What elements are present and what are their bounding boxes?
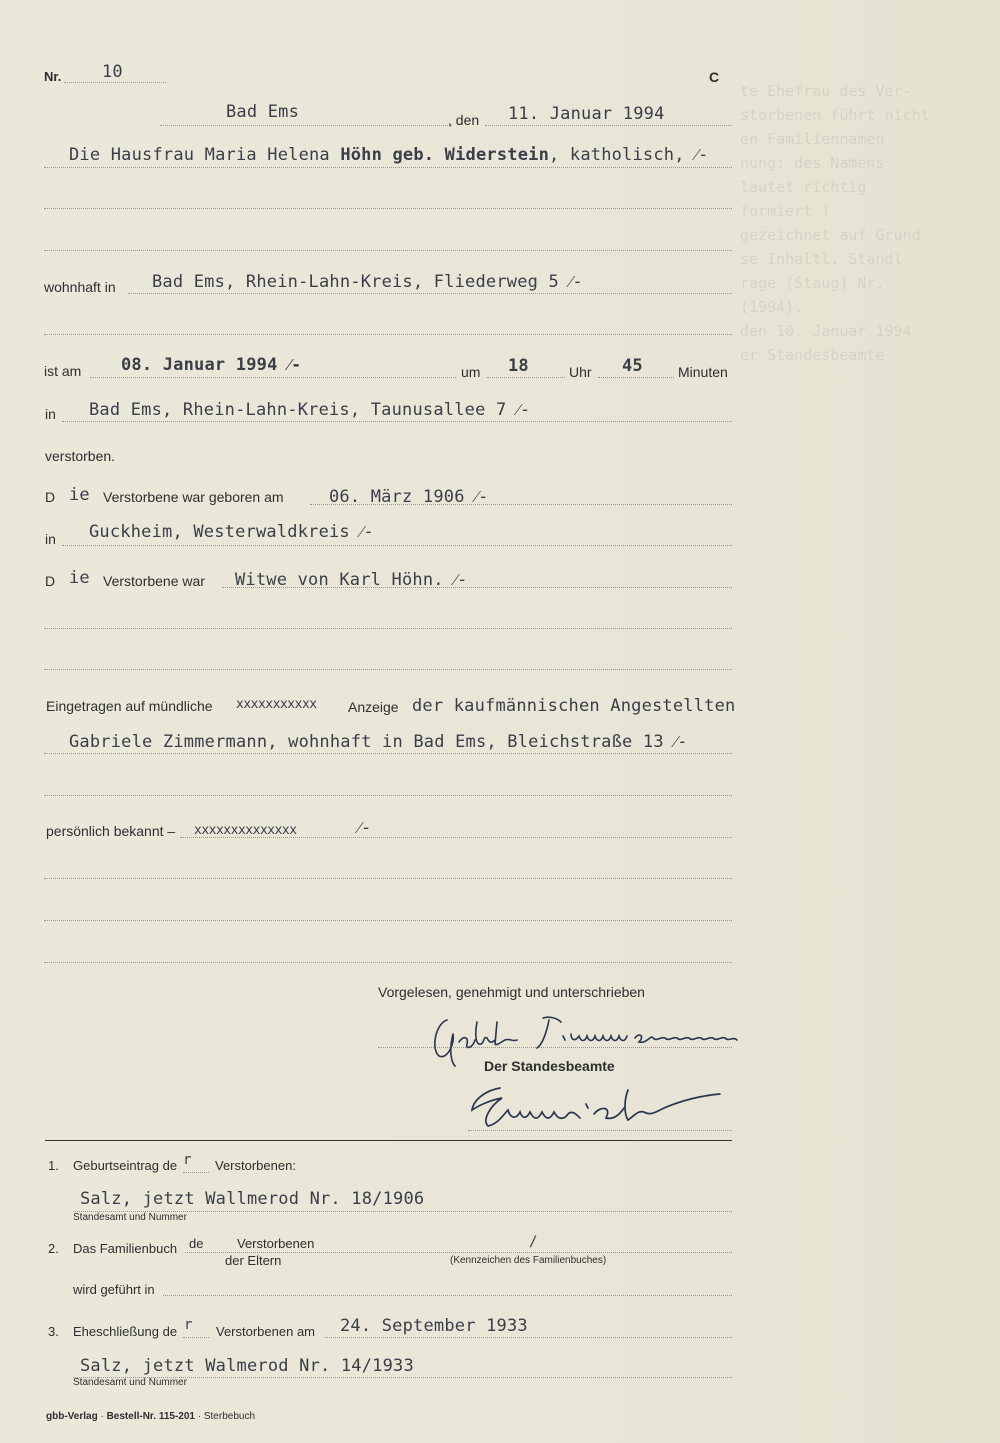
bleed-through-text: den 10. Januar 1994 [740,322,912,340]
field-line [487,377,565,378]
bleed-through-text: storbenen führt nicht [740,106,930,124]
residence-label: wohnhaft in [44,279,116,295]
deceased-surname: Höhn geb. Widerstein [340,145,550,165]
minuten-label: Minuten [678,364,728,380]
note-2-slash: / [529,1234,538,1250]
bleed-through-text: gezeichnet auf Grund [740,226,921,244]
death-hour: 18 [508,356,529,376]
birth-date: 06. März 1906 ⁄- [329,487,489,507]
known-suffix: ⁄- [358,818,372,838]
note-3-sup: r [184,1317,193,1333]
registrar-label: Der Standesbeamte [484,1058,615,1074]
registration-label: Eingetragen auf mündliche [46,698,213,714]
note-2-caption: (Kennzeichen des Familienbuches) [450,1255,607,1266]
field-line [183,1172,209,1173]
field-line [44,669,732,670]
field-line [44,753,732,754]
note-3-label-b: Verstorbenen am [216,1324,316,1339]
born-label: Verstorbene war geboren am [103,489,284,505]
field-line [62,545,732,546]
field-line [64,82,166,83]
field-line [62,421,732,422]
deceased-name-prefix: Die Hausfrau Maria Helena [69,145,341,165]
field-line [44,334,732,335]
birth-place: Guckheim, Westerwaldkreis ⁄- [89,522,374,542]
field-line [310,504,732,505]
note-3-label: Eheschließung de [73,1324,178,1339]
field-line [183,1337,209,1338]
death-date-label: ist am [44,363,82,379]
struck-out-text: xxxxxxxxxxx [236,697,317,712]
field-line [44,920,732,921]
um-label: um [461,364,481,380]
gender-suffix-status: ie [69,568,90,588]
field-line [160,125,452,126]
in-label-birth: in [45,531,56,547]
known-struck-text: xxxxxxxxxxxxxx [194,823,297,838]
bleed-through-text: nung: des Namens [740,154,885,172]
note-2-label: Das Familienbuch [73,1241,178,1256]
residence-value: Bad Ems, Rhein-Lahn-Kreis, Fliederweg 5 ⁄- [152,272,583,292]
note-3-number: 3. [48,1324,59,1339]
signature-line [468,1130,732,1131]
field-line [485,125,731,126]
informant-line-2: Gabriele Zimmermann, wohnhaft in Bad Ems, Bleichstraße 13 ⁄- [69,732,688,752]
field-line [598,377,674,378]
bleed-through-text: er Standesbeamte [740,346,885,364]
field-line [44,628,732,629]
field-line [44,878,732,879]
bleed-through-text: formiert ! [740,202,831,220]
deceased-name-line [69,145,709,165]
note-2-fuehrt-label: wird geführt in [73,1282,155,1297]
den-label: , den [448,112,480,128]
publisher: gbb-Verlag [46,1411,98,1422]
bleed-through-text: te Ehefrau des Ver- [740,82,912,100]
field-line [163,1295,732,1296]
marital-status: Witwe von Karl Höhn. ⁄- [235,570,468,590]
uhr-label: Uhr [569,364,592,380]
death-date: 08. Januar 1994 ⁄- [121,355,302,375]
order-number: Bestell-Nr. 115-201 [106,1411,195,1422]
note-1-label: Geburtseintrag de [73,1158,178,1173]
marriage-register-entry: Salz, jetzt Walmerod Nr. 14/1933 [80,1356,414,1376]
note-1-caption: Standesamt und Nummer [73,1212,187,1223]
place-of-registration: Bad Ems [226,102,300,122]
birth-register-entry: Salz, jetzt Wallmerod Nr. 18/1906 [80,1189,425,1209]
section-divider [45,1140,732,1141]
bleed-through-text: lautet richtig [740,178,867,196]
nr-label: Nr. [44,69,62,84]
entry-number: 10 [102,62,123,82]
death-minutes: 45 [622,356,643,376]
registrar-signature [468,1080,728,1132]
status-label: Verstorbene war [103,573,205,589]
verstorben-label: verstorben. [45,448,116,464]
bleed-through-text: en Familiennamen [740,130,885,148]
note-1-number: 1. [48,1158,59,1173]
field-line [44,208,732,209]
informant-line-1: der kaufmännischen Angestellten [412,696,736,716]
field-line [90,377,456,378]
d-label: D [45,489,56,505]
field-line [44,250,732,251]
d-label-status: D [45,573,56,589]
note-2-number: 2. [48,1241,59,1256]
note-2-de: de [189,1236,204,1251]
note-2-eltern: der Eltern [225,1253,282,1268]
field-line [128,293,732,294]
bleed-through-text: se Inhaltl. Standl [740,250,903,268]
field-line [44,167,732,168]
death-place: Bad Ems, Rhein-Lahn-Kreis, Taunusallee 7 ⁄- [89,400,531,420]
form-name: Sterbebuch [203,1411,256,1422]
bleed-through-text: rage (Staug) Nr. [740,274,885,292]
field-line [44,795,732,796]
note-2-verstorbenen: Verstorbenen [237,1236,315,1251]
note-1-sup: r [183,1152,192,1168]
field-line [325,1337,732,1338]
deceased-name-suffix: , katholisch, ⁄- [549,145,709,165]
field-line [180,837,732,838]
note-1-label-b: Verstorbenen: [215,1158,296,1173]
anzeige-label: Anzeige [348,699,399,715]
registration-date: 11. Januar 1994 [508,104,665,124]
read-approved-label: Vorgelesen, genehmigt und unterschrieben [378,984,645,1000]
note-3-caption: Standesamt und Nummer [73,1377,187,1388]
field-line [44,962,732,963]
field-line [222,587,732,588]
form-footer: gbb-Verlag · Bestell-Nr. 115-201 · Sterbebuch [46,1411,256,1422]
marriage-date: 24. September 1933 [340,1316,528,1336]
informant-signature-text: Gabriele Zimmermann [425,1010,435,1011]
in-label: in [45,406,56,422]
bleed-through-text: (1994). [740,298,804,316]
known-label: persönlich bekannt – [46,823,176,839]
corner-letter: C [709,69,720,85]
gender-suffix: ie [69,485,90,505]
